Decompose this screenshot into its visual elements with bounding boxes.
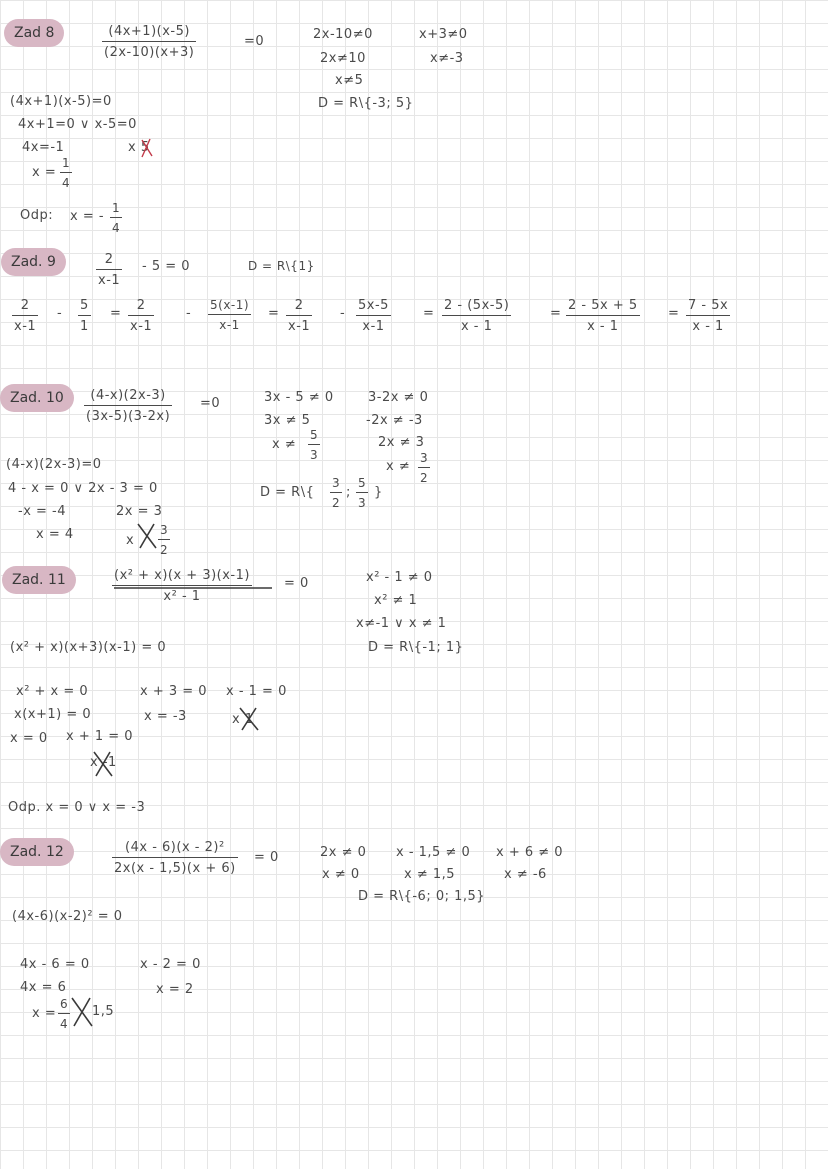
zad12-step-6-result: 1,5 (92, 1004, 115, 1019)
zad11-step-6: x = -3 (144, 709, 187, 724)
zad8-equation-rhs: =0 (244, 34, 265, 49)
zad8-domain-cond-4: x≠-3 (430, 51, 464, 66)
zad10-s6-den: 2 (160, 543, 169, 557)
zad9-calc-frac-7-num: 2 - (5x-5) (442, 298, 511, 316)
zad12-step-6-fraction (58, 997, 70, 1031)
zad12-domain-cond-1: 2x ≠ 0 (320, 845, 367, 860)
zad10-dom-f2-num: 5 (356, 476, 368, 493)
zad8-step-4: x 5 (128, 140, 150, 155)
zad12-domain-cond-5: x ≠ 1,5 (404, 867, 456, 882)
zad9-calc-frac-6 (356, 298, 391, 334)
zad9-calc-frac-2 (78, 298, 91, 334)
zad10-eq-num: (4-x)(2x-3) (84, 388, 172, 406)
zad8-domain-cond-3: 2x≠10 (320, 51, 366, 66)
zad8-domain: D = R\{-3; 5} (318, 96, 414, 111)
zad9-calc-frac-3 (128, 298, 154, 334)
zad9-calc-minus-1: - (57, 306, 63, 321)
zad11-equation-fraction (112, 568, 252, 604)
zad10-dom-f2-den: 3 (358, 496, 367, 510)
task-label-zad12: Zad. 12 (0, 838, 74, 866)
zad10-domain-cond-6: 2x ≠ 3 (378, 435, 425, 450)
zad9-calc-eq-4: = (550, 306, 562, 321)
zad11-step-10: x -1 (90, 755, 117, 770)
zad11-step-4: x - 1 = 0 (226, 684, 287, 699)
zad8-domain-cond-5: x≠5 (335, 73, 364, 88)
zad9-calc-frac-4-den: x-1 (219, 318, 240, 332)
zad9-calc-frac-1-den: x-1 (14, 319, 37, 334)
zad12-equation-rhs: = 0 (254, 850, 279, 865)
zad9-calc-frac-5-num: 2 (286, 298, 312, 316)
zad9-calc-frac-9-num: 7 - 5x (686, 298, 730, 316)
zad10-domain-cond-4: -2x ≠ -3 (366, 413, 423, 428)
zad9-calc-frac-6-num: 5x-5 (356, 298, 391, 316)
zad12-domain-cond-4: x ≠ 0 (322, 867, 360, 882)
zad10-d5-num: 5 (308, 428, 320, 445)
zad10-domain-cond-5-fraction (308, 428, 320, 462)
zad10-step-5: x = 4 (36, 527, 74, 542)
zad11-step-9: x + 1 = 0 (66, 729, 134, 744)
zad8-step-5-fraction (60, 156, 72, 190)
zad11-step-8: x = 0 (10, 731, 48, 746)
zad9-calc-frac-1 (12, 298, 38, 334)
zad11-step-7: x 1 (232, 712, 254, 727)
zad12-step-3: x - 2 = 0 (140, 957, 201, 972)
zad9-calc-frac-5 (286, 298, 312, 334)
zad12-domain-cond-6: x ≠ -6 (504, 867, 547, 882)
zad10-domain-cond-7-fraction (418, 451, 430, 485)
zad9-calc-eq-2: = (268, 306, 280, 321)
zad11-eq-den: x² - 1 (163, 589, 201, 604)
zad9-calc-frac-8-den: x - 1 (587, 319, 619, 334)
zad12-eq-num: (4x - 6)(x - 2)² (112, 840, 238, 858)
zad11-step-1: (x² + x)(x+3)(x-1) = 0 (10, 640, 167, 655)
zad8-answer-lhs: x = - (70, 209, 105, 224)
zad10-domain-rhs: } (374, 485, 383, 500)
zad10-domain-lhs: D = R\{ (260, 485, 315, 500)
zad10-step-3: -x = -4 (18, 504, 67, 519)
zad8-numerator: (4x+1)(x-5) (102, 24, 196, 42)
zad11-domain-cond-2: x² ≠ 1 (374, 593, 418, 608)
zad9-equation-fraction (96, 252, 122, 288)
zad12-step-6-lhs: x = (32, 1006, 57, 1021)
zad9-eq-den: x-1 (98, 273, 121, 288)
zad10-d7-den: 2 (420, 471, 429, 485)
zad10-step-2: 4 - x = 0 ∨ 2x - 3 = 0 (8, 481, 158, 496)
zad11-equation-rhs: = 0 (284, 576, 309, 591)
zad12-s6-den: 4 (60, 1017, 69, 1031)
zad9-calc-eq-5: = (668, 306, 680, 321)
zad10-dom-f1-num: 3 (330, 476, 342, 493)
zad10-domain-cond-7-lhs: x ≠ (386, 459, 411, 474)
zad10-dom-f1-den: 2 (332, 496, 341, 510)
zad8-step-3: 4x=-1 (22, 140, 65, 155)
zad9-calc-minus-2: - (186, 306, 192, 321)
zad9-calc-frac-1-num: 2 (12, 298, 38, 316)
zad9-calc-frac-8 (566, 298, 640, 334)
strike-zad12-x15 (72, 998, 92, 1026)
task-label-zad11: Zad. 11 (2, 566, 76, 594)
zad9-calc-frac-9-den: x - 1 (692, 319, 724, 334)
zad10-s6-num: 3 (158, 523, 170, 540)
zad10-equation-rhs: =0 (200, 396, 221, 411)
zad9-calc-frac-5-den: x-1 (288, 319, 311, 334)
zad8-domain-cond-2: x+3≠0 (419, 27, 468, 42)
task-label-zad9: Zad. 9 (1, 248, 66, 276)
task-label-zad10: Zad. 10 (0, 384, 74, 412)
zad9-calc-frac-8-num: 2 - 5x + 5 (566, 298, 640, 316)
zad11-answer: Odp. x = 0 ∨ x = -3 (8, 800, 146, 815)
zad8-answer-label: Odp: (20, 208, 54, 223)
zad9-calc-frac-4-num: 5(x-1) (208, 298, 251, 315)
zad11-domain-cond-3: x≠-1 ∨ x ≠ 1 (356, 616, 447, 631)
zad10-domain-cond-1: 3x - 5 ≠ 0 (264, 390, 334, 405)
zad8-domain-cond-1: 2x-10≠0 (313, 27, 373, 42)
zad10-step-4: 2x = 3 (116, 504, 163, 519)
zad8-answer-den: 4 (112, 221, 121, 235)
zad10-d5-den: 3 (310, 448, 319, 462)
zad12-s6-num: 6 (58, 997, 70, 1014)
zad9-calc-frac-3-den: x-1 (130, 319, 153, 334)
zad11-eq-num: (x² + x)(x + 3)(x-1) (112, 568, 252, 586)
zad9-calc-frac-7-den: x - 1 (460, 319, 493, 334)
zad8-denominator: (2x-10)(x+3) (104, 45, 195, 60)
zad9-domain: D = R\{1} (248, 259, 315, 273)
zad10-step-6-lhs: x (126, 533, 135, 548)
zad10-eq-den: (3x-5)(3-2x) (86, 409, 171, 424)
zad11-domain: D = R\{-1; 1} (368, 640, 464, 655)
zad9-calc-frac-9 (686, 298, 730, 334)
zad12-step-4: 4x = 6 (20, 980, 67, 995)
zad12-domain: D = R\{-6; 0; 1,5} (358, 889, 486, 904)
zad9-calc-minus-3: - (340, 306, 346, 321)
zad9-calc-frac-3-num: 2 (128, 298, 154, 316)
zad11-domain-cond-1: x² - 1 ≠ 0 (366, 570, 433, 585)
zad10-equation-fraction (84, 388, 172, 424)
zad9-calc-frac-6-den: x-1 (362, 319, 385, 334)
zad12-step-1: (4x-6)(x-2)² = 0 (12, 909, 123, 924)
zad8-step-5-lhs: x = (32, 165, 57, 180)
zad10-domain-sep: ; (346, 485, 351, 500)
zad12-step-2: 4x - 6 = 0 (20, 957, 90, 972)
zad12-domain-cond-3: x + 6 ≠ 0 (496, 845, 564, 860)
zad10-domain-frac-2 (356, 476, 368, 510)
zad11-step-5: x(x+1) = 0 (14, 707, 92, 722)
zad10-step-6-fraction (158, 523, 170, 557)
zad10-domain-cond-3: 3x ≠ 5 (264, 413, 311, 428)
zad12-equation-fraction (112, 840, 238, 876)
zad10-step-1: (4-x)(2x-3)=0 (6, 457, 102, 472)
zad9-calc-frac-4 (208, 298, 251, 332)
strike-zad10-x32 (138, 524, 156, 548)
zad12-eq-den: 2x(x - 1,5)(x + 6) (114, 861, 236, 876)
task-label-zad8: Zad 8 (4, 19, 64, 47)
zad8-answer-num: 1 (110, 201, 122, 218)
zad10-domain-cond-2: 3-2x ≠ 0 (368, 390, 429, 405)
zad8-step-5-num: 1 (60, 156, 72, 173)
zad11-step-3: x + 3 = 0 (140, 684, 208, 699)
zad8-answer-fraction (110, 201, 122, 235)
zad10-d7-num: 3 (418, 451, 430, 468)
zad10-domain-frac-1 (330, 476, 342, 510)
zad9-eq-num: 2 (96, 252, 122, 270)
zad9-calc-frac-7 (442, 298, 511, 334)
zad9-calc-eq-3: = (423, 306, 435, 321)
zad12-domain-cond-2: x - 1,5 ≠ 0 (396, 845, 471, 860)
zad8-equation-fraction (102, 24, 196, 60)
zad10-domain-cond-5-lhs: x ≠ (272, 437, 297, 452)
zad8-step-2: 4x+1=0 ∨ x-5=0 (18, 117, 137, 132)
zad9-equation-rest: - 5 = 0 (142, 259, 191, 274)
zad8-step-1: (4x+1)(x-5)=0 (10, 94, 112, 109)
zad11-step-2: x² + x = 0 (16, 684, 89, 699)
zad9-calc-eq-1: = (110, 306, 122, 321)
zad8-step-5-den: 4 (62, 176, 71, 190)
zad9-calc-frac-2-num: 5 (78, 298, 91, 316)
zad9-calc-frac-2-den: 1 (80, 319, 89, 334)
zad12-step-5: x = 2 (156, 982, 194, 997)
